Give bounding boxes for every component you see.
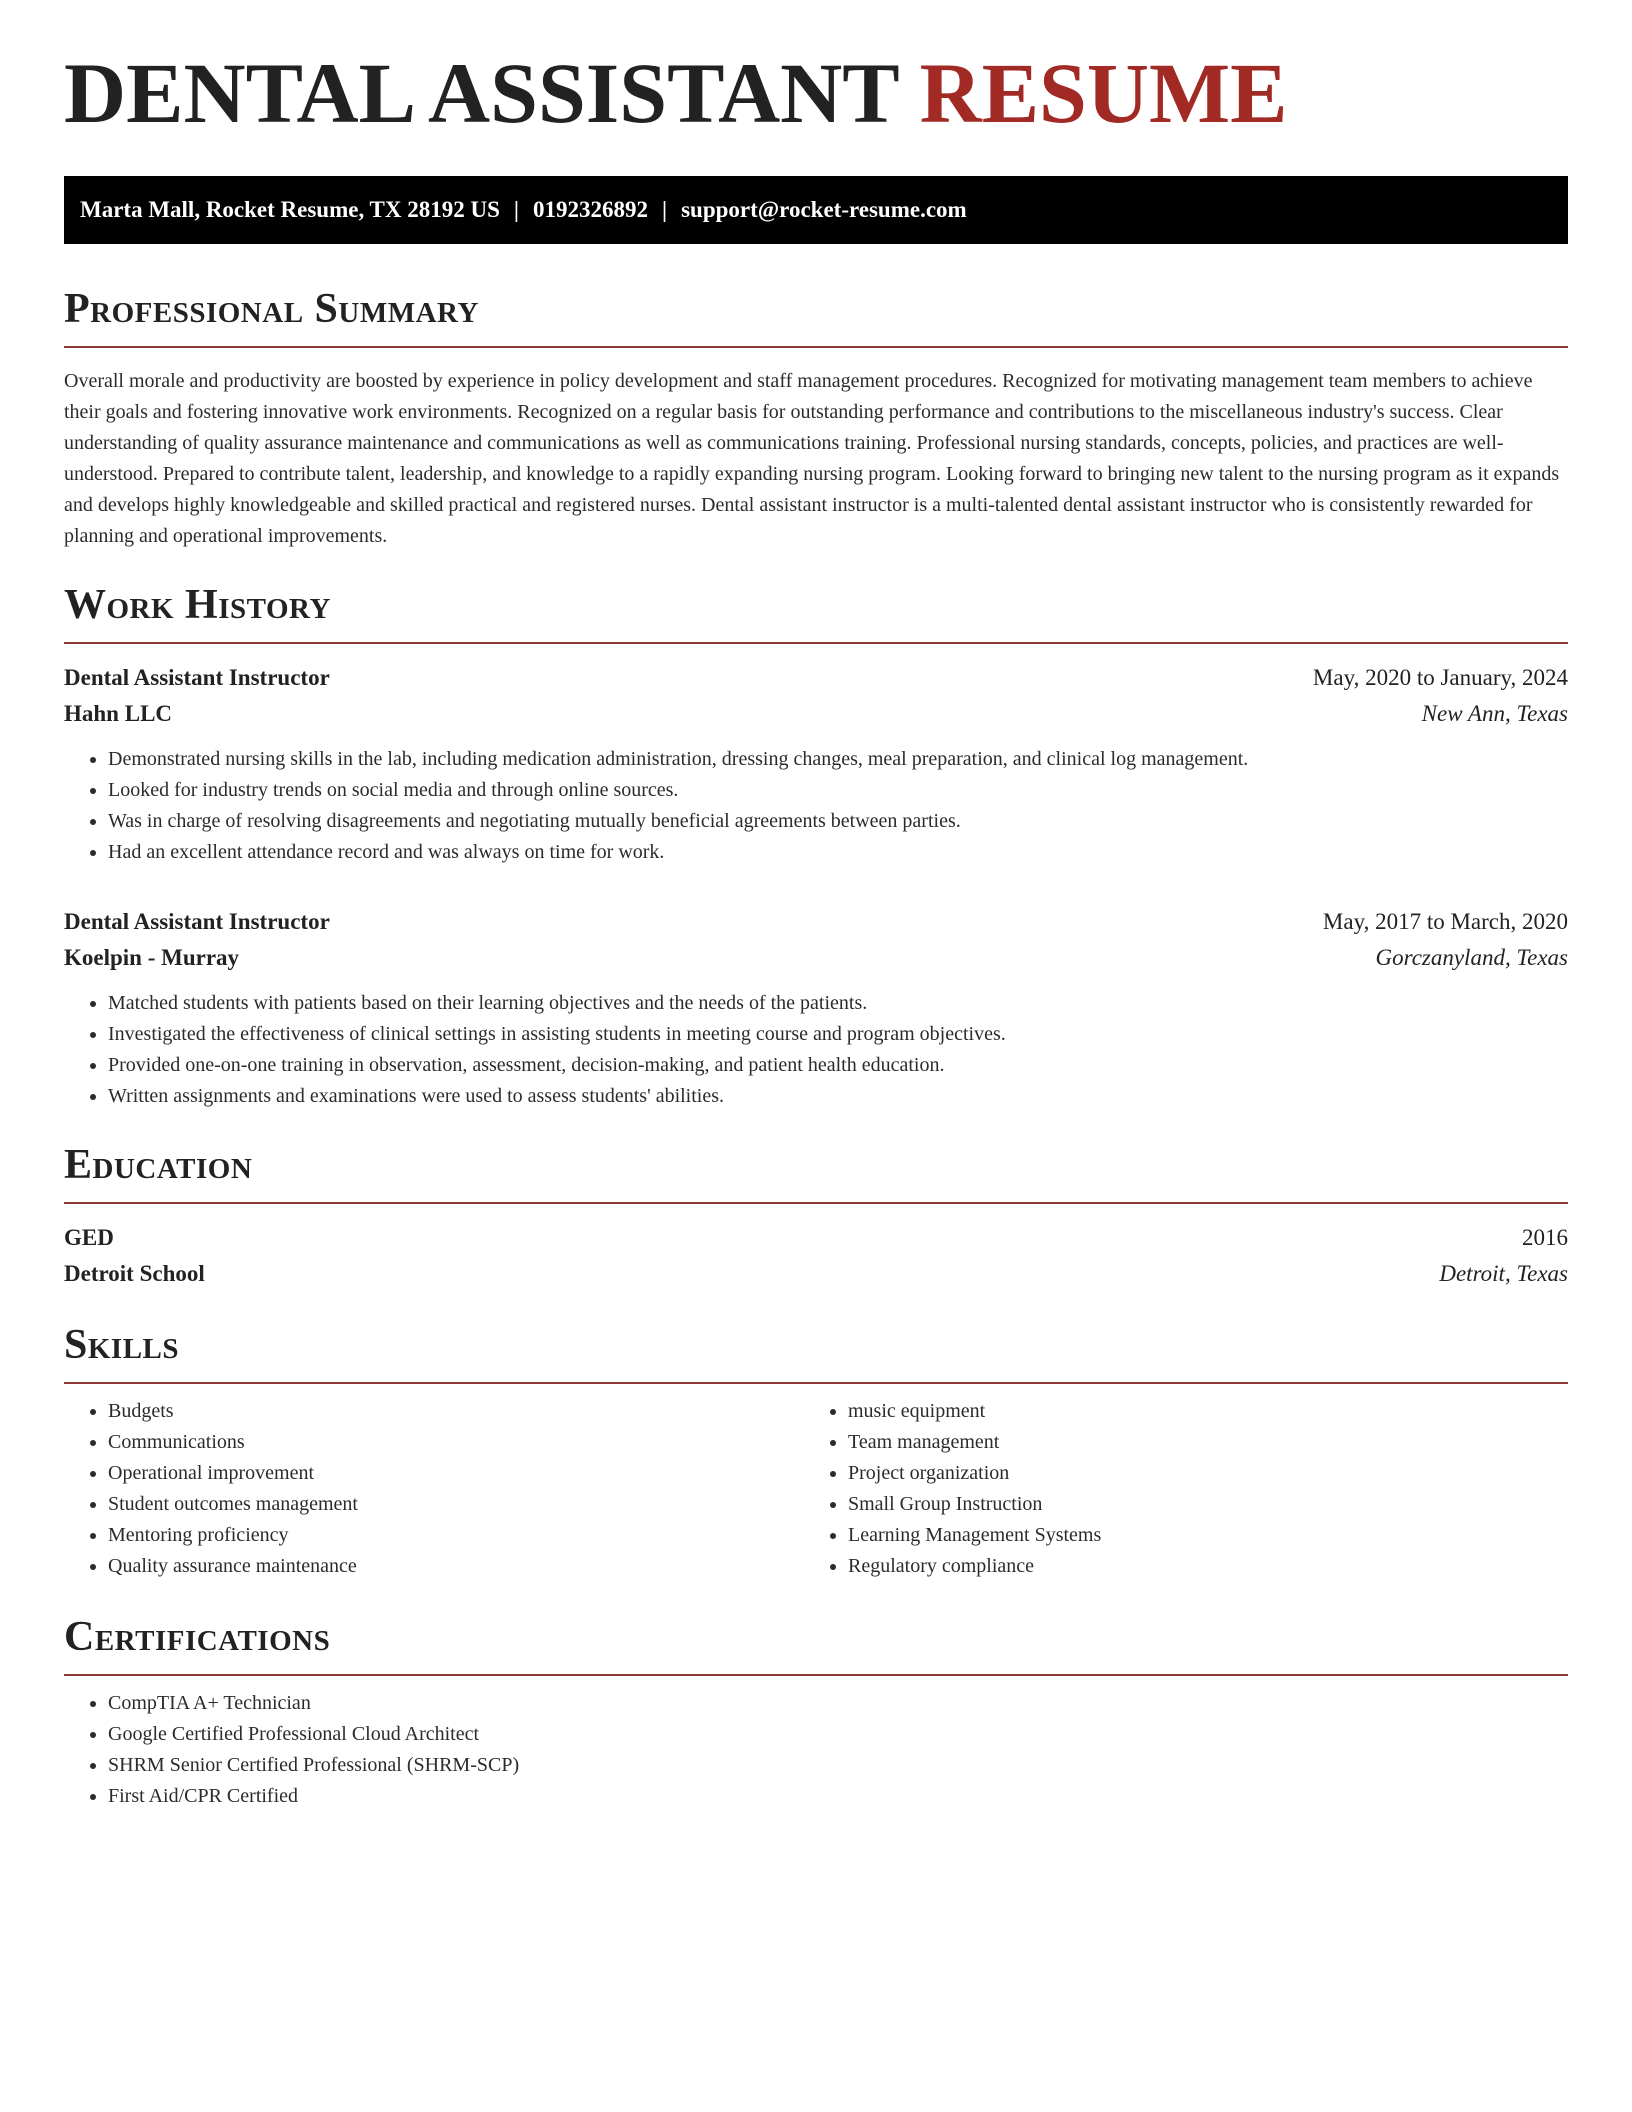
- section-divider: [64, 1382, 1568, 1384]
- job-location: New Ann, Texas: [1421, 701, 1568, 726]
- job-bullets: [64, 744, 1568, 868]
- title-main: DENTAL ASSISTANT: [64, 45, 899, 141]
- job-company-row: [64, 940, 1568, 976]
- job-company-row: [64, 696, 1568, 732]
- job-entry: [64, 904, 1568, 1112]
- education-school: Detroit School: [64, 1261, 205, 1286]
- job-bullet: • Had an excellent attendance record and was always on time for work.: [108, 837, 1568, 868]
- certification-item: • SHRM Senior Certified Professional (SHRM-SCP): [108, 1750, 1568, 1781]
- section-divider: [64, 1202, 1568, 1204]
- contact-bar: [64, 176, 1568, 244]
- skill-item: • Budgets: [108, 1396, 804, 1427]
- education-year: 2016: [1522, 1225, 1568, 1250]
- skill-item: • Project organization: [848, 1458, 1544, 1489]
- job-company: Koelpin - Murray: [64, 945, 240, 970]
- education-entry: [64, 1220, 1568, 1292]
- job-header-row: [64, 660, 1568, 696]
- skill-item: • Quality assurance maintenance: [108, 1551, 804, 1582]
- education-school-row: [64, 1256, 1568, 1292]
- skill-item: • Student outcomes management: [108, 1489, 804, 1520]
- skill-item: • Learning Management Systems: [848, 1520, 1544, 1551]
- job-title: Dental Assistant Instructor: [64, 665, 330, 690]
- skill-item: • Regulatory compliance: [848, 1551, 1544, 1582]
- section-heading-summary: Professional Summary: [64, 286, 479, 332]
- skills-grid: [64, 1396, 1568, 1582]
- skills-list: [64, 1396, 804, 1582]
- contact-email: support@rocket-resume.com: [681, 197, 967, 222]
- skill-item: • Mentoring proficiency: [108, 1520, 804, 1551]
- job-bullet: • Written assignments and examinations were used to assess students' abilities.: [108, 1081, 1568, 1112]
- certification-item: • CompTIA A+ Technician: [108, 1688, 1568, 1719]
- skill-item: • Small Group Instruction: [848, 1489, 1544, 1520]
- section-divider: [64, 1674, 1568, 1676]
- job-entry: [64, 660, 1568, 868]
- skill-item: • Communications: [108, 1427, 804, 1458]
- contact-separator: |: [662, 197, 668, 222]
- job-bullet: • Matched students with patients based on their learning objectives and the needs of the patients.: [108, 988, 1568, 1019]
- job-title: Dental Assistant Instructor: [64, 909, 330, 934]
- skills-column-right: [804, 1396, 1544, 1582]
- job-bullets: [64, 988, 1568, 1112]
- skills-section: [64, 1324, 1568, 1582]
- job-location: Gorczanyland, Texas: [1375, 945, 1568, 970]
- section-divider: [64, 346, 1568, 348]
- certifications-section: [64, 1616, 1568, 1812]
- certification-item: • Google Certified Professional Cloud Architect: [108, 1719, 1568, 1750]
- job-dates: May, 2020 to January, 2024: [1312, 665, 1568, 690]
- skill-item: • Team management: [848, 1427, 1544, 1458]
- contact-separator: |: [513, 197, 519, 222]
- skill-item: • Operational improvement: [108, 1458, 804, 1489]
- certification-item: • First Aid/CPR Certified: [108, 1781, 1568, 1812]
- summary-section: [64, 288, 1568, 552]
- resume-title: [64, 45, 1288, 141]
- job-company: Hahn LLC: [64, 701, 173, 726]
- job-bullet: • Demonstrated nursing skills in the lab, including medication administration, dressing changes, meal preparation, and clinical log management.: [108, 744, 1568, 775]
- contact-phone: 0192326892: [533, 197, 648, 222]
- skills-list: [804, 1396, 1544, 1582]
- job-header-row: [64, 904, 1568, 940]
- section-heading-work: Work History: [64, 582, 331, 628]
- section-heading-education: Education: [64, 1142, 253, 1188]
- certifications-list: [64, 1688, 1568, 1812]
- education-section: [64, 1144, 1568, 1292]
- job-bullet: • Looked for industry trends on social media and through online sources.: [108, 775, 1568, 806]
- contact-address: Marta Mall, Rocket Resume, TX 28192 US: [80, 197, 500, 222]
- education-header-row: [64, 1220, 1568, 1256]
- education-location: Detroit, Texas: [1439, 1261, 1568, 1286]
- job-bullet: • Investigated the effectiveness of clinical settings in assisting students in meeting course and program objectives.: [108, 1019, 1568, 1050]
- summary-text: Overall morale and productivity are boosted by experience in policy development and staff management procedures. Recognized for motivating management team members to achieve their goals and fostering innovative work environments. Recognized on a regular basis for outstanding performance and contributions to the miscellaneous industry's success. Clear understanding of quality assurance maintenance and communications as well as communications training. Professional nursing standards, concepts, policies, and practices are well-understood. Prepared to contribute talent, leadership, and knowledge to a rapidly expanding nursing program. Looking forward to bringing new talent to the nursing program as it expands and develops highly knowledgeable and skilled practical and registered nurses. Dental assistant instructor is a multi-talented dental assistant instructor who is consistently rewarded for planning and operational improvements.: [64, 370, 1560, 547]
- job-bullet: • Provided one-on-one training in observation, assessment, decision-making, and patient health education.: [108, 1050, 1568, 1081]
- skills-column-left: [64, 1396, 804, 1582]
- job-bullet: • Was in charge of resolving disagreements and negotiating mutually beneficial agreements between parties.: [108, 806, 1568, 837]
- section-heading-certifications: Certifications: [64, 1614, 331, 1660]
- title-accent: RESUME: [919, 45, 1288, 141]
- education-degree: GED: [64, 1225, 114, 1250]
- work-history-section: [64, 584, 1568, 1112]
- job-dates: May, 2017 to March, 2020: [1322, 909, 1568, 934]
- section-heading-skills: Skills: [64, 1322, 180, 1368]
- section-divider: [64, 642, 1568, 644]
- skill-item: • music equipment: [848, 1396, 1544, 1427]
